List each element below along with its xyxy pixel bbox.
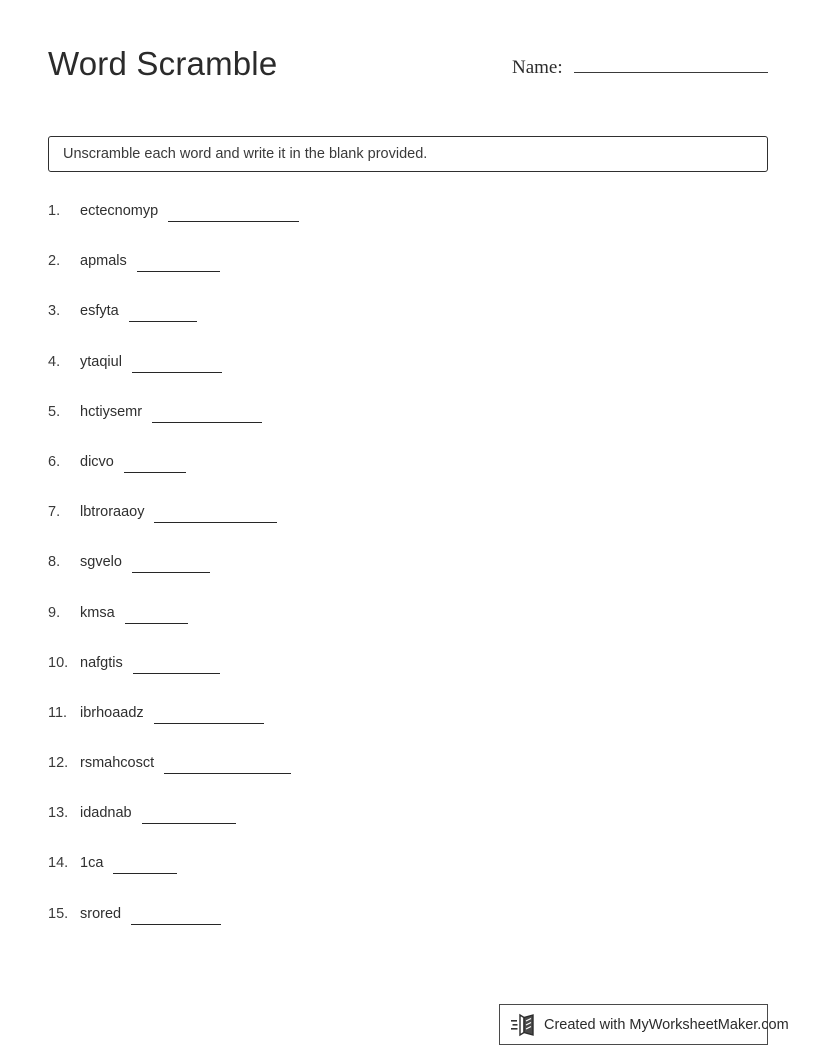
answer-blank[interactable] [124,452,186,473]
scrambled-word: kmsa [80,604,115,621]
scrambled-word: ibrhoaadz [80,704,144,721]
instructions-text: Unscramble each word and write it in the blank provided. [63,146,428,162]
word-number: 2. [48,253,61,270]
answer-blank[interactable] [154,703,264,724]
answer-blank[interactable] [142,803,236,824]
word-row [48,752,768,802]
footer-credit-text: Created with MyWorksheetMaker.com [544,1016,789,1033]
scrambled-word: ectecnomyp [80,203,159,219]
scrambled-word: nafgtis [80,654,123,671]
word-row [48,401,768,451]
pencil-writing-icon [511,1013,537,1037]
name-label: Name: [512,57,563,78]
word-row [48,451,768,501]
word-row [48,652,768,702]
name-input-line[interactable] [574,54,768,73]
scramble-word-list [48,200,768,953]
scrambled-word: 1ca [80,855,104,872]
scrambled-word: ytaqiul [80,353,122,370]
scrambled-word: hctiysemr [80,403,143,420]
answer-blank[interactable] [113,853,177,874]
word-number: 11. [48,704,68,721]
word-number: 13. [48,805,69,822]
word-row [48,852,768,902]
word-row [48,903,768,953]
scrambled-word: dicvo [80,453,114,470]
answer-blank[interactable] [168,201,299,222]
answer-blank[interactable] [152,402,262,423]
word-number: 7. [48,504,61,521]
word-number: 9. [48,604,61,621]
word-row [48,200,768,250]
name-field-group [512,54,768,88]
word-number: 5. [48,403,61,420]
word-number: 3. [48,303,61,320]
word-number: 1. [48,203,61,219]
word-number: 10. [48,654,69,671]
scrambled-word: lbtroraaoy [80,504,145,521]
word-number: 6. [48,453,61,470]
page-title: Word Scramble [48,45,278,82]
answer-blank[interactable] [132,552,210,573]
word-row [48,250,768,300]
answer-blank[interactable] [137,251,220,272]
word-number: 4. [48,353,61,370]
worksheet-header [48,44,768,104]
answer-blank[interactable] [154,502,277,523]
word-row [48,702,768,752]
answer-blank[interactable] [129,301,197,322]
word-row [48,351,768,401]
footer-badge [499,1004,789,1045]
word-row [48,300,768,350]
word-row [48,802,768,852]
answer-blank[interactable] [164,753,291,774]
scrambled-word: rsmahcosct [80,755,155,772]
instructions-box [48,136,768,172]
scrambled-word: apmals [80,253,127,270]
word-row [48,602,768,652]
answer-blank[interactable] [133,653,220,674]
word-row [48,501,768,551]
word-number: 14. [48,855,69,872]
scrambled-word: srored [80,905,122,922]
scrambled-word: idadnab [80,805,132,822]
word-row [48,551,768,601]
word-number: 15. [48,905,69,922]
word-number: 8. [48,554,61,571]
word-number: 12. [48,755,69,772]
answer-blank[interactable] [132,352,222,373]
scrambled-word: esfyta [80,303,119,320]
scrambled-word: sgvelo [80,554,122,571]
answer-blank[interactable] [125,603,188,624]
answer-blank[interactable] [131,904,221,925]
